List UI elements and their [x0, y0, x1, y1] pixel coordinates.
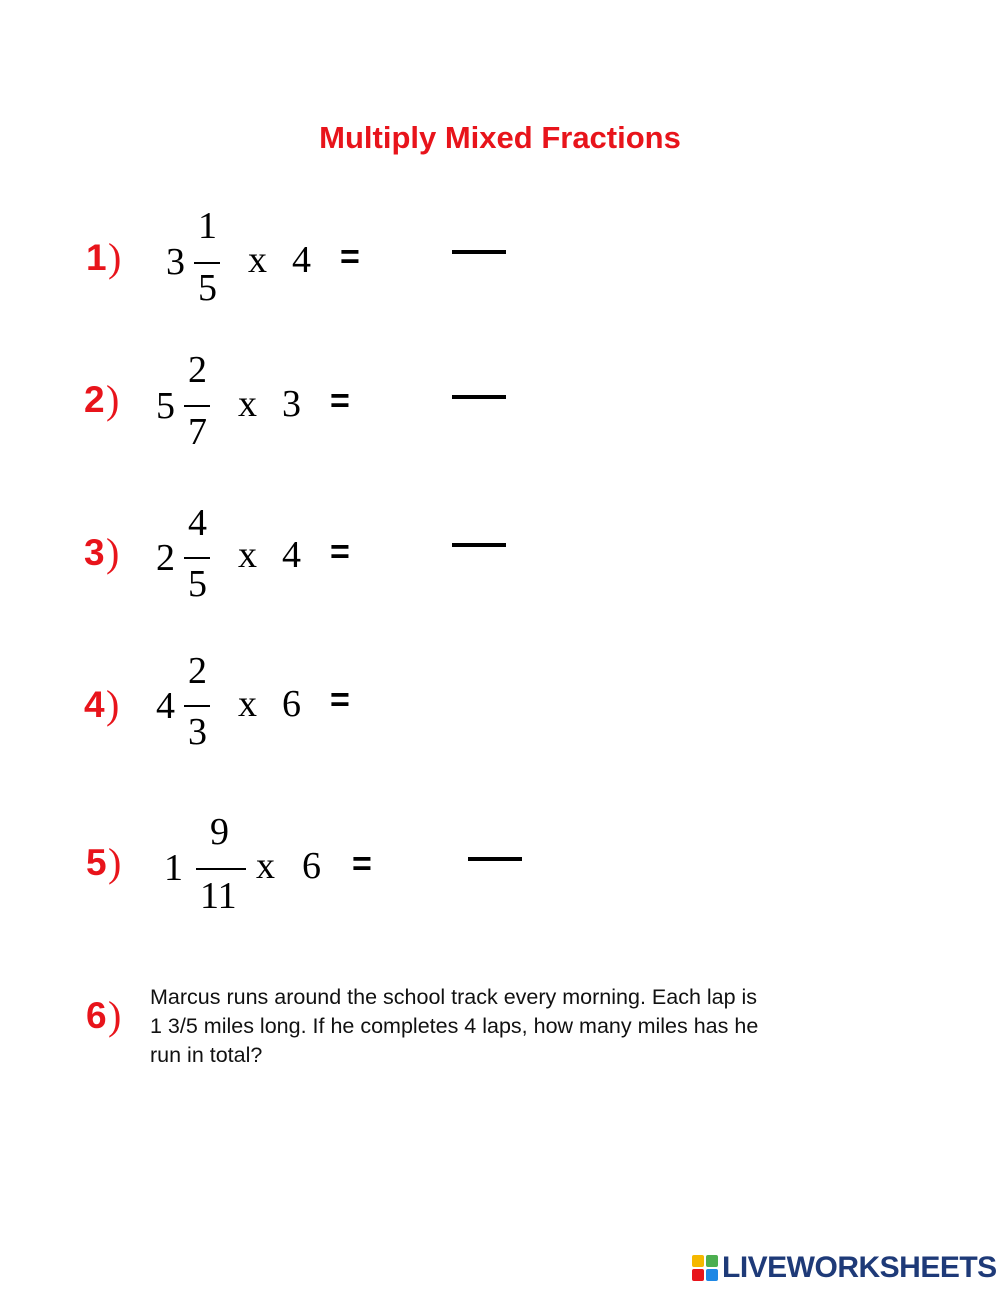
problem-paren: )	[106, 682, 120, 727]
answer-blank[interactable]	[452, 395, 506, 399]
denominator: 7	[188, 411, 207, 453]
denominator: 5	[198, 267, 217, 309]
equals-sign: =	[330, 681, 350, 719]
problem-number: 4	[84, 684, 105, 725]
equals-sign: =	[330, 382, 350, 420]
word-problem-line: run in total?	[150, 1043, 263, 1067]
fraction-bar	[194, 262, 220, 264]
liveworksheets-logo	[692, 1252, 997, 1284]
problem-paren: )	[106, 377, 120, 422]
problem-number: 2	[84, 379, 105, 420]
answer-blank[interactable]	[452, 250, 506, 254]
fraction-bar	[184, 557, 210, 559]
factor: 6	[302, 845, 321, 887]
word-problem-text	[150, 983, 870, 1070]
whole-number: 5	[156, 385, 175, 427]
whole-number: 3	[166, 241, 185, 283]
problem-paren: )	[108, 235, 122, 280]
denominator: 5	[188, 563, 207, 605]
numerator: 2	[188, 349, 207, 391]
problem-paren: )	[108, 840, 122, 885]
whole-number: 1	[164, 847, 183, 889]
factor: 6	[282, 683, 301, 725]
times-sign: x	[238, 534, 257, 576]
problem-paren: )	[108, 993, 122, 1038]
equals-sign: =	[352, 845, 372, 883]
denominator: 11	[200, 875, 237, 917]
fraction-bar	[196, 868, 246, 870]
word-problem-line: 1 3/5 miles long. If he completes 4 laps, how many miles has he	[150, 1014, 759, 1038]
problem-paren: )	[106, 530, 120, 575]
numerator: 2	[188, 650, 207, 692]
times-sign: x	[256, 845, 275, 887]
times-sign: x	[238, 383, 257, 425]
fraction-bar	[184, 405, 210, 407]
numerator: 4	[188, 502, 207, 544]
problem-number: 1	[86, 237, 107, 278]
factor: 4	[292, 239, 311, 281]
whole-number: 2	[156, 537, 175, 579]
answer-blank[interactable]	[468, 857, 522, 861]
word-problem-line: Marcus runs around the school track every morning. Each lap is	[150, 985, 758, 1009]
fraction-bar	[184, 705, 210, 707]
times-sign: x	[238, 683, 257, 725]
times-sign: x	[248, 239, 267, 281]
page-title: Multiply Mixed Fractions	[319, 120, 681, 155]
equals-sign: =	[330, 533, 350, 571]
numerator: 9	[210, 811, 229, 853]
logo-text: LIVEWORKSHEETS	[722, 1251, 997, 1284]
problem-number: 6	[86, 995, 107, 1036]
factor: 4	[282, 534, 301, 576]
equals-sign: =	[340, 238, 360, 276]
denominator: 3	[188, 711, 207, 753]
problem-number: 3	[84, 532, 105, 573]
numerator: 1	[198, 205, 217, 247]
logo-icon	[692, 1255, 718, 1281]
whole-number: 4	[156, 685, 175, 727]
answer-blank[interactable]	[452, 543, 506, 547]
problem-number: 5	[86, 842, 107, 883]
factor: 3	[282, 383, 301, 425]
